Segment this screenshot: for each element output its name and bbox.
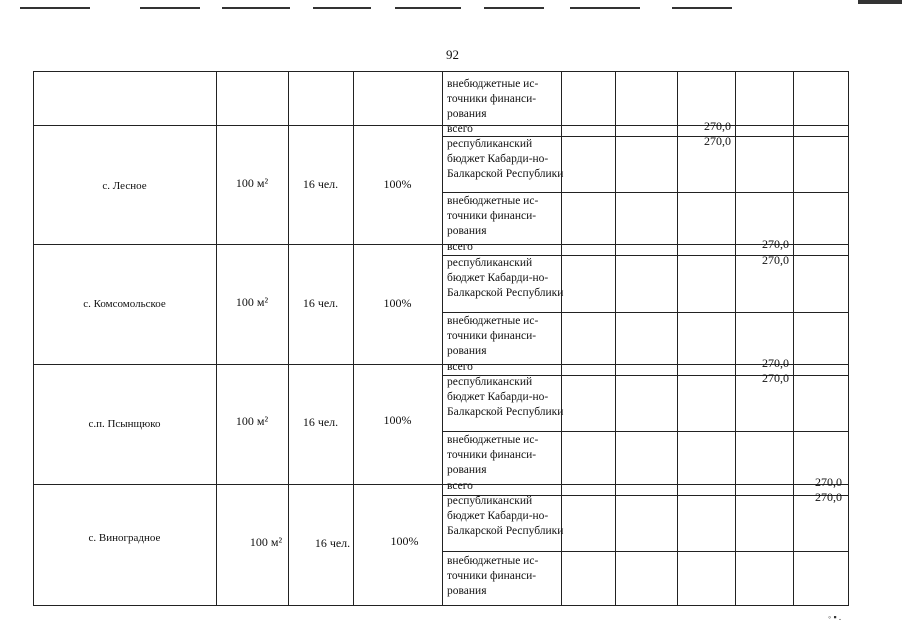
- people-count: 16 чел.: [302, 177, 339, 191]
- area-value: 100 м²: [235, 414, 269, 428]
- percent-value: 100%: [383, 177, 412, 191]
- scan-edge-line: [484, 7, 544, 9]
- table-bottom-border: [33, 605, 848, 606]
- col-divider: [615, 71, 616, 606]
- source-extra-budget: внебюджетные ис-точники финанси-рования: [447, 78, 539, 120]
- republic-amount: 270,0: [762, 253, 789, 267]
- page-number: 92: [446, 47, 459, 62]
- people-count: 16 чел.: [314, 536, 351, 550]
- source-total: всего: [447, 480, 473, 492]
- table-top-border: [33, 71, 848, 72]
- col-divider: [288, 71, 289, 606]
- total-amount: 270,0: [762, 356, 789, 370]
- republic-amount: 270,0: [815, 490, 842, 504]
- settlement-name: с. Комсомольское: [83, 298, 166, 310]
- republic-amount: 270,0: [762, 371, 789, 385]
- col-divider: [442, 71, 443, 606]
- scan-noise-mark: ◦ ▪ .: [828, 612, 842, 622]
- total-amount: 270,0: [762, 237, 789, 251]
- source-total: всего: [447, 241, 473, 253]
- people-count: 16 чел.: [302, 415, 339, 429]
- percent-value: 100%: [383, 413, 412, 427]
- source-total: всего: [447, 361, 473, 373]
- source-extra-budget: внебюджетные ис-точники финанси-рования: [447, 195, 539, 237]
- col-divider: [735, 71, 736, 606]
- row-divider: [33, 244, 848, 245]
- people-count: 16 чел.: [302, 296, 339, 310]
- subrow-divider: [442, 551, 848, 552]
- area-value: 100 м²: [235, 295, 269, 309]
- col-divider: [216, 71, 217, 606]
- row-divider: [33, 364, 848, 365]
- source-republic-budget: республиканский бюджет Кабарди-но-Балкарской Республики: [447, 138, 564, 180]
- settlement-name: с. Виноградное: [88, 532, 161, 544]
- scan-edge-line: [858, 0, 902, 4]
- table-right-border: [848, 71, 849, 606]
- subrow-divider: [442, 192, 848, 193]
- source-republic-budget: республиканский бюджет Кабарди-но-Балкарской Республики: [447, 495, 564, 537]
- col-divider: [353, 71, 354, 606]
- scan-edge-line: [672, 7, 732, 9]
- source-republic-budget: республиканский бюджет Кабарди-но-Балкарской Республики: [447, 257, 564, 299]
- percent-value: 100%: [390, 534, 419, 548]
- subrow-divider: [442, 312, 848, 313]
- scan-edge-line: [313, 7, 371, 9]
- col-divider: [793, 71, 794, 606]
- area-value: 100 м²: [235, 176, 269, 190]
- source-extra-budget: внебюджетные ис-точники финанси-рования: [447, 315, 539, 357]
- area-value: 100 м²: [249, 535, 283, 549]
- settlement-name: с. Лесное: [102, 180, 147, 192]
- table-left-border: [33, 71, 34, 606]
- percent-value: 100%: [383, 296, 412, 310]
- source-republic-budget: республиканский бюджет Кабарди-но-Балкарской Республики: [447, 376, 564, 418]
- settlement-name: с.п. Псынщюко: [88, 418, 161, 430]
- total-amount: 270,0: [815, 475, 842, 489]
- scan-edge-line: [570, 7, 640, 9]
- subrow-divider: [442, 431, 848, 432]
- republic-amount: 270,0: [704, 134, 731, 148]
- scan-edge-line: [222, 7, 290, 9]
- scan-edge-line: [395, 7, 461, 9]
- col-divider: [677, 71, 678, 606]
- total-amount: 270,0: [704, 119, 731, 133]
- source-total: всего: [447, 123, 473, 135]
- source-extra-budget: внебюджетные ис-точники финанси-рования: [447, 555, 539, 597]
- scan-edge-line: [20, 7, 90, 9]
- source-extra-budget: внебюджетные ис-точники финанси-рования: [447, 434, 539, 476]
- row-divider: [33, 484, 848, 485]
- scan-edge-line: [140, 7, 200, 9]
